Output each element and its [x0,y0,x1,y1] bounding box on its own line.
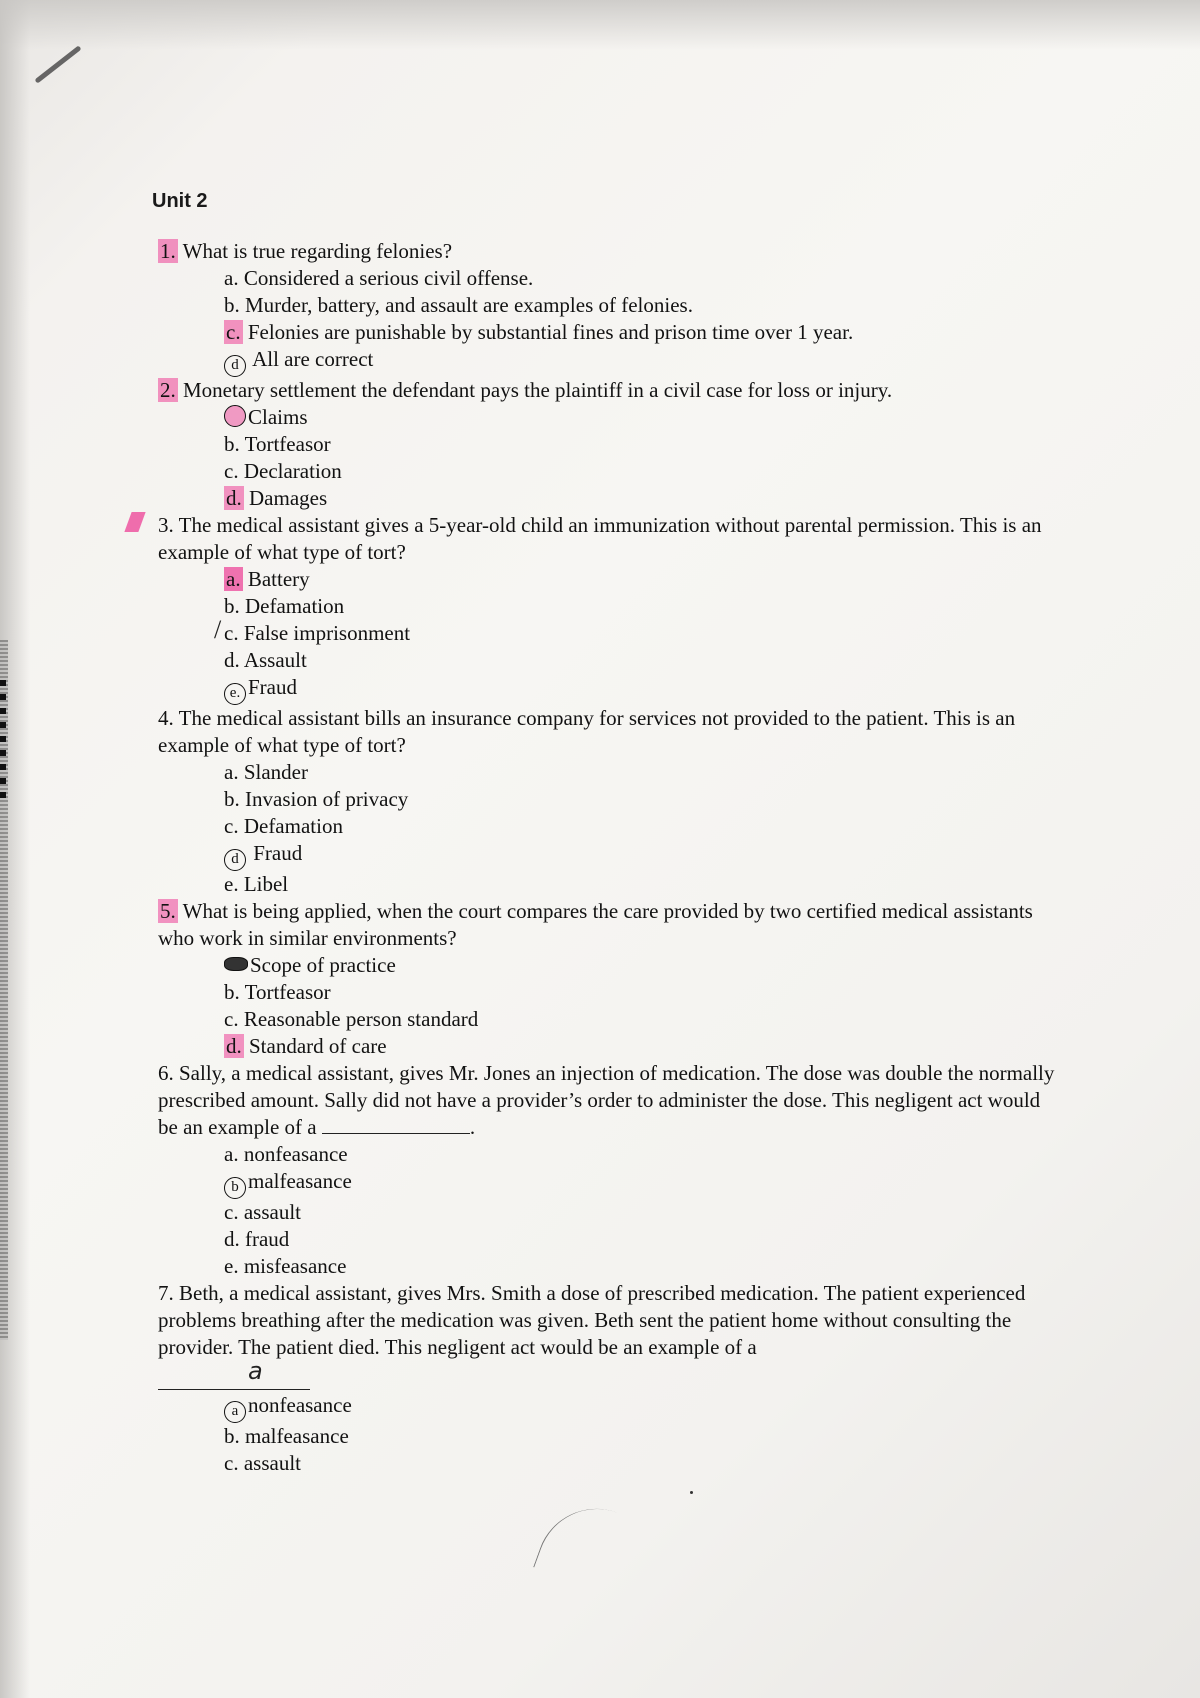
option-text: Assault [239,648,307,672]
option-letter: b [231,1179,239,1195]
circled-answer-icon [224,1401,246,1423]
answer-option-selected[interactable] [224,404,1058,431]
option-letter: b. [224,787,240,811]
option-text: Reasonable person standard [238,1007,479,1031]
question-3 [158,512,1058,705]
option-text: Defamation [238,814,343,838]
answer-option[interactable] [224,1199,1058,1226]
option-letter: d. [226,486,242,510]
question-text: 6. Sally, a medical assistant, gives Mr. Jones an injection of medication. The dose was double the normally prescribed amount. Sally did not have a provider’s order to administer the dose. This negligent act would be an example of a . [158,1061,1055,1139]
answer-option-selected[interactable] [224,346,1058,377]
question-number: 3. [158,513,174,537]
answer-option[interactable] [224,1450,1058,1477]
question-stem: Beth, a medical assistant, gives Mrs. Smith a dose of prescribed medication. The patient experienced problems breathing after the medication was given. Beth sent the patient home without consulting the provider. The patient died. This negligent act would be an example of a [158,1281,1026,1359]
option-text: Declaration [238,459,342,483]
question-5 [158,898,1058,1060]
option-letter: a. [224,1142,239,1166]
option-text: Scope of practice [250,953,396,977]
question-4 [158,705,1058,898]
answer-option[interactable] [224,786,1058,813]
answer-option[interactable] [224,871,1058,898]
question-number: 7. [158,1281,174,1305]
option-letter: c. [226,320,241,344]
question-stem: What is true regarding felonies? [177,239,453,263]
binding-marks [0,680,6,800]
answer-option-selected[interactable] [224,1168,1058,1199]
option-letter: e. [224,1254,239,1278]
option-letter: a [231,1403,239,1419]
circled-answer-icon [224,355,246,377]
answer-option[interactable] [224,431,1058,458]
question-text [158,238,1058,265]
answer-option[interactable] [224,292,1058,319]
answer-option[interactable] [224,979,1058,1006]
answer-blank[interactable] [322,1115,470,1134]
answer-option[interactable] [224,759,1058,786]
answer-option[interactable] [224,952,1058,979]
answer-blank[interactable] [158,1357,310,1390]
option-text: nonfeasance [238,1142,348,1166]
option-letter: c. [224,1451,239,1475]
question-stem: The medical assistant gives a 5-year-old child an immunization without parental permission. This is an example of what type of tort? [158,513,1042,564]
answer-option-selected[interactable] [224,840,1058,871]
option-text: nonfeasance [248,1393,352,1417]
answer-option[interactable] [224,1033,1058,1060]
question-number: 6. [158,1061,174,1085]
answer-option-selected[interactable] [224,1392,1058,1423]
handwritten-answer: a [248,1357,263,1385]
answer-option[interactable] [224,593,1058,620]
question-list [158,238,1058,1477]
option-text: Felonies are punishable by substantial fines and prison time over 1 year. [242,320,854,344]
answer-option[interactable] [224,813,1058,840]
ink-dot [690,1491,693,1494]
option-letter: d. [224,1227,240,1251]
answer-option[interactable] [224,485,1058,512]
question-2 [158,377,1058,512]
option-letter: a. [226,567,241,591]
question-stem: Sally, a medical assistant, gives Mr. Jones an injection of medication. The dose was double the normally prescribed amount. Sally did not have a provider’s order to administer the dose. This negligent act would be an example of a [158,1061,1055,1139]
pencil-scratch [34,45,81,83]
option-letter: d. [226,1034,242,1058]
answer-option[interactable] [224,265,1058,292]
option-text: malfeasance [248,1169,352,1193]
question-7 [158,1280,1058,1477]
option-text: Murder, battery, and assault are examples of felonies. [239,293,693,317]
question-stem: The medical assistant bills an insurance company for services not provided to the patient. This is an example of what type of tort? [158,706,1016,757]
answer-option[interactable] [224,1141,1058,1168]
question-text [158,1280,1058,1361]
option-letter: b. [224,293,240,317]
option-text: False imprisonment [238,621,411,645]
option-letter: d. [224,648,240,672]
question-stem: What is being applied, when the court compares the care provided by two certified medical assistants who work in similar environments? [158,899,1033,950]
question-1 [158,238,1058,377]
answer-option[interactable] [224,1253,1058,1280]
option-letter: b. [224,1424,240,1448]
answer-option-selected[interactable] [224,674,1058,705]
option-text: Invasion of privacy [239,787,409,811]
circled-answer-icon [224,1177,246,1199]
answer-option[interactable] [214,615,1058,647]
option-text: Considered a serious civil offense. [238,266,534,290]
question-text [158,377,1058,404]
option-letter: b. [224,594,240,618]
question-stem: Monetary settlement the defendant pays the plaintiff in a civil case for loss or injury. [177,378,893,402]
circled-answer-icon [224,849,246,871]
option-letter: a. [224,266,239,290]
pen-slash-icon: / [214,615,222,644]
answer-option[interactable] [224,566,1058,593]
option-letter: b. [224,980,240,1004]
option-text: Damages [243,486,328,510]
option-letter: d [231,357,239,373]
question-text [158,512,1058,566]
question-number: 4. [158,706,174,730]
circled-answer-icon [224,683,246,705]
option-letter: e. [229,685,241,701]
answer-option[interactable] [224,1226,1058,1253]
option-letter: c. [224,621,239,645]
option-text: Claims [248,405,308,429]
option-letter: c. [224,459,239,483]
highlight-mark [124,512,145,532]
option-letter: a. [224,760,239,784]
answer-option[interactable] [224,647,1058,674]
scribbled-answer-icon [224,957,248,971]
option-text: malfeasance [239,1424,349,1448]
option-text: Libel [238,872,289,896]
option-text: Fraud [248,841,303,865]
option-text: fraud [239,1227,290,1251]
question-number: 5. [160,899,176,923]
answer-option[interactable] [224,458,1058,485]
option-letter: b. [224,432,240,456]
option-text: Tortfeasor [239,432,331,456]
option-letter: e. [224,872,239,896]
option-letter: c. [224,1007,239,1031]
option-text: Defamation [239,594,345,618]
answer-option[interactable] [224,1006,1058,1033]
answer-option[interactable] [224,319,1058,346]
question-6 [158,1060,1058,1280]
option-letter: c. [224,1200,239,1224]
question-number: 1. [160,239,176,263]
question-text [158,898,1058,952]
option-text: All are correct [248,347,374,371]
option-text: Fraud [248,675,297,699]
circled-answer-icon [224,405,246,427]
top-shadow [0,0,1200,50]
option-text: Tortfeasor [239,980,331,1004]
option-text: assault [238,1200,301,1224]
option-letter: d [231,851,239,867]
option-letter: c. [224,814,239,838]
option-text: Standard of care [243,1034,387,1058]
option-text: misfeasance [238,1254,347,1278]
answer-option[interactable] [224,1423,1058,1450]
option-text: assault [238,1451,301,1475]
option-text: Slander [238,760,308,784]
option-text: Battery [242,567,310,591]
pencil-stroke [533,1492,618,1588]
question-number: 2. [160,378,176,402]
unit-title: Unit 2 [152,190,208,212]
question-text [158,705,1058,759]
